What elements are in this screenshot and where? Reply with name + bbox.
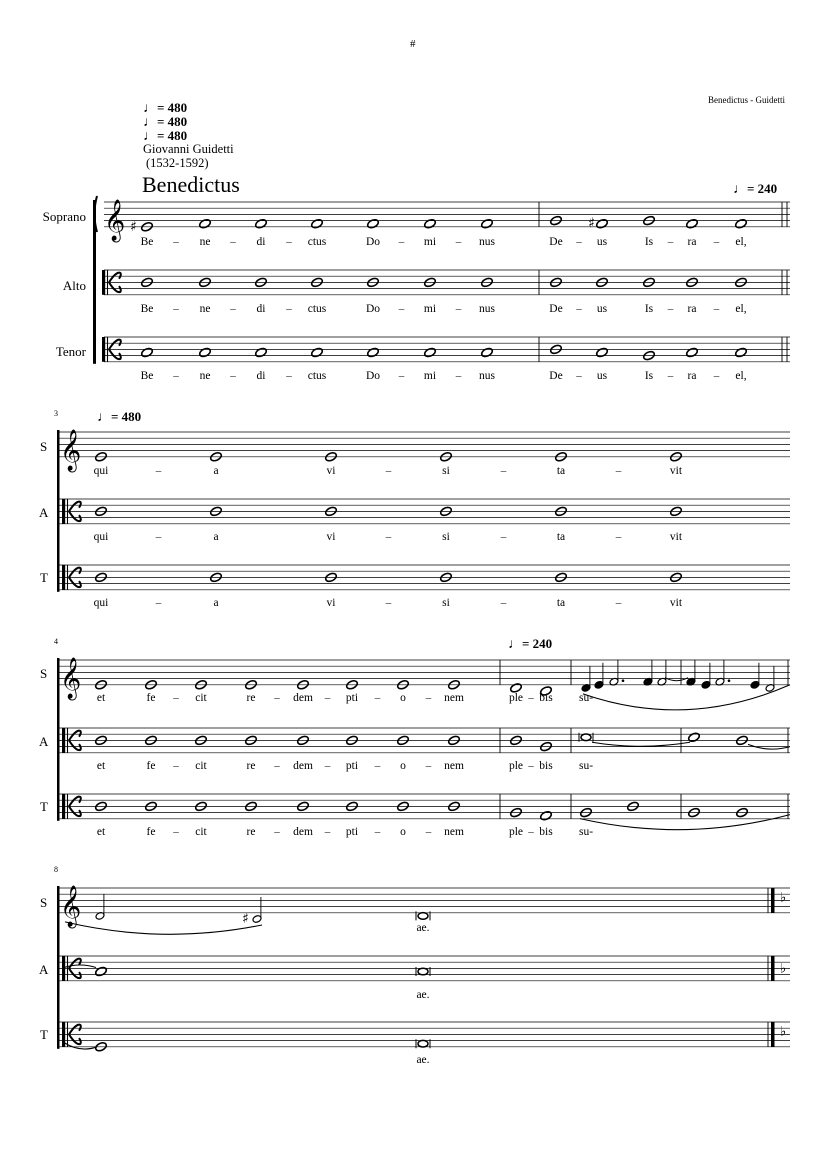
lyric-hyphen: – (576, 370, 582, 382)
lyric-syllable: pti (345, 826, 359, 838)
lyric-hyphen: – (500, 531, 507, 543)
lyric-hyphen: – (385, 465, 392, 477)
lyric-syllable: el, (735, 236, 747, 248)
c-clef-icon (109, 273, 121, 283)
lyric-hyphen: – (274, 760, 280, 772)
lyric-syllable: nus (479, 370, 495, 382)
lyric-syllable: cit (195, 826, 207, 838)
lyric-hyphen: – (374, 692, 381, 704)
lyric-syllable: mi (423, 236, 437, 248)
lyric-syllable: Is (644, 236, 654, 248)
lyric-hyphen: – (667, 236, 674, 248)
lyric-hyphen: – (324, 760, 331, 772)
tempo-marking: ♩= 480 (97, 409, 142, 425)
lyric-syllable: ctus (307, 236, 327, 248)
instrument-name-soprano: Soprano (42, 209, 86, 224)
final-barline (771, 956, 775, 981)
flat-key-signature: ♭ (780, 961, 787, 977)
c-clef-icon (69, 1034, 81, 1044)
lyric-hyphen: – (324, 826, 331, 838)
lyric-syllable: De (549, 370, 563, 382)
slur (65, 922, 262, 934)
lyric-hyphen: – (713, 303, 720, 315)
lyric-hyphen: – (528, 826, 534, 838)
composer-name: Giovanni Guidetti (143, 142, 234, 156)
lyric-hyphen: – (667, 370, 674, 382)
c-clef-icon (69, 568, 81, 578)
lyric-syllable: dem (293, 826, 313, 838)
lyric-syllable: re (246, 760, 256, 772)
lyric-syllable: ple (508, 760, 524, 772)
lyric-syllable: ne (199, 236, 211, 248)
lyric-hyphen: – (230, 370, 236, 382)
c-clef-icon (69, 502, 81, 512)
piece-title: Benedictus (142, 172, 240, 197)
final-barline (771, 1022, 775, 1047)
lyric-hyphen: – (425, 692, 432, 704)
lyric-hyphen: – (173, 760, 179, 772)
lyric-syllable: et (96, 826, 106, 838)
lyric-syllable: ne (199, 370, 211, 382)
lyric-syllable: ae. (416, 989, 430, 1001)
lyric-syllable: a (213, 597, 219, 609)
whole-note (254, 218, 267, 229)
tie (592, 742, 690, 746)
slur (583, 685, 790, 710)
c-clef-icon (69, 968, 81, 978)
whole-note (595, 218, 608, 229)
c-clef-icon (69, 511, 81, 521)
lyric-syllable: ctus (307, 303, 327, 315)
lyric-syllable: nem (444, 692, 464, 704)
whole-note (480, 347, 493, 358)
lyric-hyphen: – (615, 465, 622, 477)
lyric-syllable: ple (508, 692, 524, 704)
lyric-syllable: bis (539, 692, 553, 704)
measure-number: 3 (54, 409, 58, 418)
lyric-syllable: dem (293, 760, 313, 772)
lyric-syllable: us (596, 303, 608, 315)
lyric-hyphen: – (230, 303, 236, 315)
composer-dates: (1532-1592) (146, 156, 209, 170)
tempo-marking: ♩= 240 (508, 636, 553, 652)
lyric-syllable: qui (93, 597, 109, 609)
lyric-syllable: di (256, 236, 266, 248)
lyric-hyphen: – (615, 531, 622, 543)
lyric-syllable: ra (687, 370, 697, 382)
lyric-hyphen: – (455, 370, 462, 382)
c-clef-icon (109, 282, 121, 292)
lyric-syllable: o (400, 692, 406, 704)
lyric-syllable: mi (423, 370, 437, 382)
lyric-syllable: el, (735, 370, 747, 382)
tie (665, 678, 688, 681)
lyric-hyphen: – (528, 760, 534, 772)
lyric-syllable: ctus (307, 370, 327, 382)
c-clef-icon (109, 340, 121, 350)
measure-number: 8 (54, 865, 58, 874)
c-clef-icon (109, 349, 121, 359)
treble-clef-icon: 𝄞 (60, 886, 82, 927)
lyric-hyphen: – (455, 236, 462, 248)
whole-note (685, 347, 698, 358)
tempo-marking: ♩= 480 (143, 128, 188, 144)
lyric-hyphen: – (455, 303, 462, 315)
c-clef-icon (69, 731, 81, 741)
whole-note (366, 347, 379, 358)
lyric-hyphen: – (385, 531, 392, 543)
lyric-syllable: o (400, 826, 406, 838)
lyric-syllable: ta (556, 531, 566, 543)
lyric-hyphen: – (615, 597, 622, 609)
page-number: # (410, 38, 416, 50)
lyric-hyphen: – (576, 303, 582, 315)
breve-note (418, 968, 428, 975)
tempo-marking: ♩= 480 (143, 114, 188, 130)
lyric-syllable: su- (578, 692, 594, 704)
lyric-hyphen: – (398, 303, 405, 315)
whole-note (310, 218, 323, 229)
lyric-syllable: Is (644, 303, 654, 315)
lyric-syllable: dem (293, 692, 313, 704)
lyric-syllable: Be (140, 370, 154, 382)
lyric-hyphen: – (385, 597, 392, 609)
measure-number: 4 (54, 637, 58, 646)
running-header: Benedictus - Guidetti (708, 95, 785, 105)
lyric-syllable: a (213, 465, 219, 477)
c-clef-icon (102, 270, 105, 295)
lyric-syllable: di (256, 370, 266, 382)
lyric-syllable: su- (578, 826, 594, 838)
whole-note (140, 347, 153, 358)
treble-clef-icon: 𝄞 (60, 658, 82, 699)
quarter-note-icon: ♩ (143, 101, 157, 116)
instrument-short-name: A (39, 505, 49, 520)
lyric-syllable: Be (140, 236, 154, 248)
lyric-hyphen: – (274, 826, 280, 838)
lyric-syllable: o (400, 760, 406, 772)
lyric-hyphen: – (173, 303, 179, 315)
lyric-syllable: qui (93, 465, 109, 477)
c-clef-icon (62, 728, 65, 753)
lyric-hyphen: – (713, 236, 720, 248)
lyric-hyphen: – (667, 303, 674, 315)
c-clef-icon (62, 956, 65, 981)
whole-note (254, 347, 267, 358)
lyric-syllable: Do (365, 370, 381, 382)
lyric-syllable: ta (556, 465, 566, 477)
lyric-syllable: el, (735, 303, 747, 315)
quarter-note-icon: ♩ (508, 637, 522, 652)
lyric-hyphen: – (374, 760, 381, 772)
lyric-syllable: nem (444, 760, 464, 772)
whole-note (734, 347, 747, 358)
lyric-syllable: us (596, 370, 608, 382)
lyric-syllable: nus (479, 303, 495, 315)
lyric-hyphen: – (274, 692, 280, 704)
lyric-syllable: vit (669, 531, 683, 543)
lyric-syllable: cit (195, 760, 207, 772)
lyric-syllable: ae. (416, 922, 430, 934)
instrument-short-name: T (40, 570, 48, 585)
lyric-syllable: si (442, 531, 450, 543)
lyric-hyphen: – (398, 370, 405, 382)
lyric-hyphen: – (155, 597, 162, 609)
lyric-hyphen: – (324, 692, 331, 704)
whole-note (198, 218, 211, 229)
whole-note (734, 218, 747, 229)
lyric-syllable: fe (146, 692, 156, 704)
lyric-syllable: mi (423, 303, 437, 315)
lyric-hyphen: – (286, 236, 292, 248)
lyric-syllable: a (213, 531, 219, 543)
whole-note (687, 732, 700, 743)
lyric-hyphen: – (173, 370, 179, 382)
tempo-marking: ♩= 240 (733, 181, 778, 197)
breve-note (581, 734, 591, 741)
lyric-syllable: et (96, 760, 106, 772)
treble-clef-icon: 𝄞 (60, 430, 82, 471)
augmentation-dot (728, 679, 731, 682)
lyric-hyphen: – (713, 370, 720, 382)
lyric-syllable: vi (326, 597, 336, 609)
lyric-syllable: us (596, 236, 608, 248)
lyric-syllable: pti (345, 692, 359, 704)
lyric-hyphen: – (500, 465, 507, 477)
lyric-hyphen: – (286, 303, 292, 315)
lyric-syllable: re (246, 692, 256, 704)
lyric-hyphen: – (173, 236, 179, 248)
whole-note (366, 218, 379, 229)
lyric-syllable: Do (365, 236, 381, 248)
lyric-syllable: qui (93, 531, 109, 543)
quarter-note-icon: ♩ (97, 410, 111, 425)
whole-note (310, 347, 323, 358)
whole-note (94, 966, 107, 977)
lyric-syllable: bis (539, 826, 553, 838)
lyric-hyphen: – (230, 236, 236, 248)
lyric-syllable: fe (146, 760, 156, 772)
whole-note (685, 218, 698, 229)
instrument-short-name: A (39, 962, 49, 977)
whole-note (423, 218, 436, 229)
lyric-syllable: ta (556, 597, 566, 609)
lyric-syllable: pti (345, 760, 359, 772)
augmentation-dot (622, 679, 625, 682)
c-clef-icon (62, 794, 65, 819)
whole-note (539, 810, 552, 821)
lyric-syllable: ra (687, 303, 697, 315)
flat-key-signature: ♭ (780, 1024, 787, 1040)
lyric-syllable: cit (195, 692, 207, 704)
whole-note (595, 347, 608, 358)
c-clef-icon (69, 806, 81, 816)
lyric-syllable: ra (687, 236, 697, 248)
lyric-syllable: nus (479, 236, 495, 248)
instrument-short-name: T (40, 1027, 48, 1042)
sharp-accidental: ♯ (588, 215, 595, 232)
breve-note (418, 913, 428, 920)
breve-note (418, 1040, 428, 1047)
sharp-accidental: ♯ (242, 911, 249, 927)
system-bracket (93, 200, 96, 364)
treble-clef-icon: 𝄞 (104, 200, 126, 241)
flat-key-signature: ♭ (780, 890, 787, 906)
lyric-syllable: Be (140, 303, 154, 315)
lyric-syllable: Do (365, 303, 381, 315)
lyric-hyphen: – (155, 531, 162, 543)
lyric-hyphen: – (173, 826, 179, 838)
instrument-short-name: S (40, 666, 48, 681)
instrument-short-name: A (39, 734, 49, 749)
lyric-hyphen: – (500, 597, 507, 609)
lyric-syllable: re (246, 826, 256, 838)
slur (580, 815, 790, 830)
quarter-note-icon: ♩ (143, 129, 157, 144)
lyric-syllable: nem (444, 826, 464, 838)
lyric-syllable: su- (578, 760, 594, 772)
lyric-syllable: Is (644, 370, 654, 382)
lyric-hyphen: – (425, 826, 432, 838)
lyric-hyphen: – (528, 692, 534, 704)
lyric-hyphen: – (398, 236, 405, 248)
lyric-syllable: vit (669, 465, 683, 477)
lyric-hyphen: – (155, 465, 162, 477)
c-clef-icon (62, 565, 65, 590)
lyric-hyphen: – (286, 370, 292, 382)
instrument-name-alto: Alto (62, 278, 86, 293)
c-clef-icon (69, 797, 81, 807)
final-barline (771, 888, 775, 913)
lyric-syllable: si (442, 597, 450, 609)
instrument-short-name: S (40, 439, 48, 454)
quarter-note-icon: ♩ (143, 115, 157, 130)
lyric-syllable: di (256, 303, 266, 315)
sharp-accidental: ♯ (130, 218, 137, 235)
instrument-name-tenor: Tenor (55, 344, 86, 359)
lyric-hyphen: – (374, 826, 381, 838)
whole-note (509, 682, 522, 693)
whole-note (539, 685, 552, 696)
lyric-syllable: fe (146, 826, 156, 838)
lyric-syllable: bis (539, 760, 553, 772)
c-clef-icon (69, 577, 81, 587)
lyric-hyphen: – (425, 760, 432, 772)
c-clef-icon (69, 1025, 81, 1035)
lyric-hyphen: – (576, 236, 582, 248)
c-clef-icon (69, 740, 81, 750)
lyric-syllable: De (549, 236, 563, 248)
c-clef-icon (62, 499, 65, 524)
c-clef-icon (69, 959, 81, 969)
lyric-hyphen: – (173, 692, 179, 704)
c-clef-icon (102, 337, 105, 362)
lyric-syllable: ne (199, 303, 211, 315)
lyric-syllable: De (549, 303, 563, 315)
lyric-syllable: ple (508, 826, 524, 838)
whole-note (198, 347, 211, 358)
lyric-syllable: vi (326, 531, 336, 543)
instrument-short-name: S (40, 895, 48, 910)
lyric-syllable: ae. (416, 1054, 430, 1066)
lyric-syllable: et (96, 692, 106, 704)
lyric-syllable: vit (669, 597, 683, 609)
lyric-syllable: vi (326, 465, 336, 477)
quarter-note-icon: ♩ (733, 182, 747, 197)
lyric-syllable: si (442, 465, 450, 477)
instrument-short-name: T (40, 799, 48, 814)
whole-note (480, 218, 493, 229)
tempo-marking: ♩= 480 (143, 100, 188, 116)
whole-note (423, 347, 436, 358)
